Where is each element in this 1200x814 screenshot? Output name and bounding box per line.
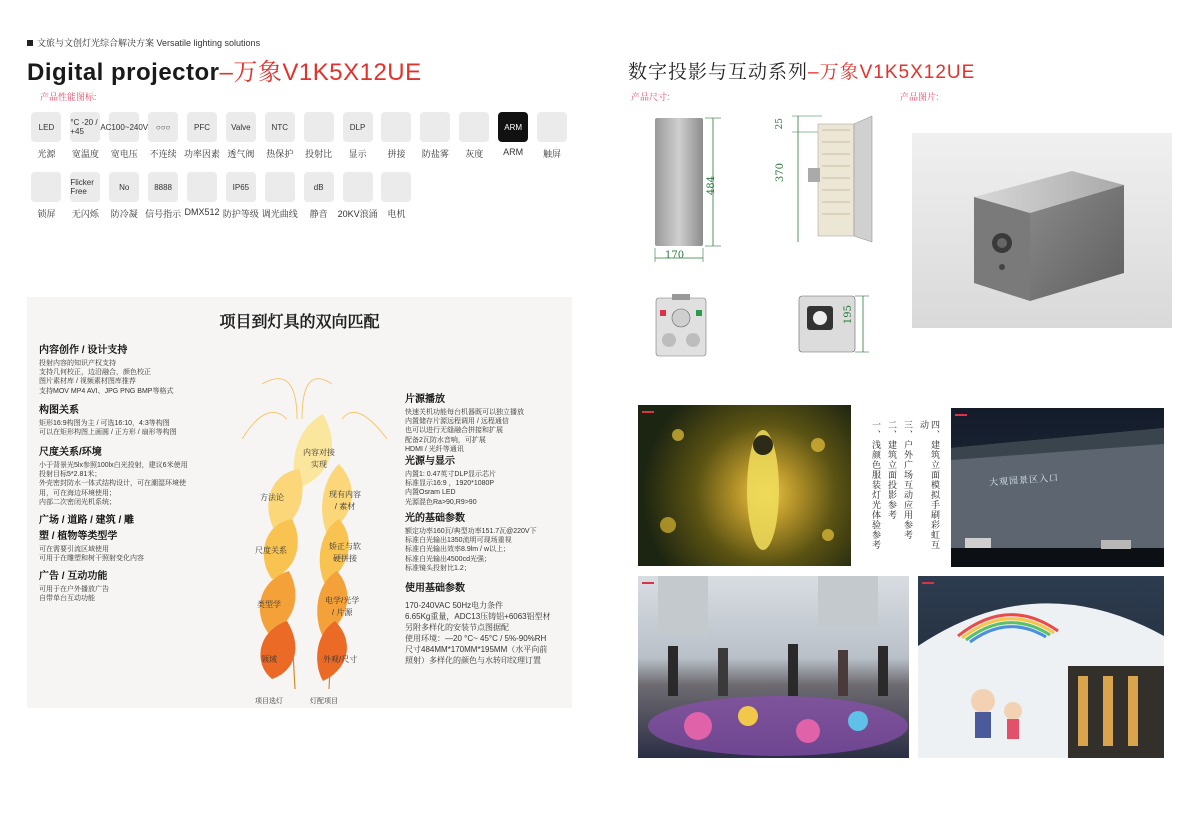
photo-square-interaction	[638, 576, 909, 758]
leaf-label: 尺度关系	[255, 546, 287, 555]
leaf-label: 外观/尺寸	[323, 655, 358, 664]
section-heading: 构图关系	[39, 405, 79, 416]
section-line: 矩形16:9构图为主 / 可选16:10，4:3等构图	[39, 420, 170, 427]
feature-icon-label: 不连续	[149, 149, 177, 159]
feature-icon-label: 防护等级	[222, 209, 259, 219]
feature-icon-item	[377, 112, 416, 160]
applications-list	[870, 420, 940, 550]
outline-curve	[342, 412, 387, 439]
title-model: 万象V1K5X12UE	[233, 59, 422, 86]
feature-icon-item	[338, 112, 377, 160]
feature-icon-item	[100, 112, 149, 160]
section-line: 可用于在雕塑和树干照射变化内容	[39, 555, 144, 563]
feature-icon-label: 宽电压	[110, 149, 138, 159]
section-line: 照射）多样化的颜色与水转印纹理订置	[405, 656, 541, 665]
brand-line	[27, 36, 260, 49]
feature-icon-item	[455, 112, 494, 160]
section-line: 配备2瓦防水音响，可扩展	[405, 436, 486, 444]
leaf-label: 现有内容 / 素材	[329, 490, 361, 511]
panel-title: 项目到灯具的双向匹配	[219, 314, 380, 331]
feature-icon-label: 功率因素	[184, 149, 221, 159]
left-section-5	[39, 569, 109, 603]
feature-icon-label: 光源	[37, 149, 56, 159]
section-line: 光源混色Ra>90,R9>90	[405, 498, 477, 506]
right-section-1	[405, 392, 524, 454]
power-factor-icon: PFC	[187, 112, 217, 142]
application-item: 二、建筑立面投影参考	[887, 420, 897, 520]
section-line: 标准显示16:9 ，1920*1080P	[405, 480, 495, 488]
section-heading: 光源与显示	[405, 456, 455, 467]
valve-icon: Valve	[226, 112, 256, 142]
ntc-icon: NTC	[265, 112, 295, 142]
feature-icon-label: 投射比	[305, 149, 333, 159]
right-title-model: 万象V1K5X12UE	[819, 62, 976, 83]
section-line: 内部二次密闭光机系统；	[39, 498, 116, 506]
touch-icon	[537, 112, 567, 142]
matching-panel	[27, 297, 572, 708]
section-line: HDMI / 光纤等通讯	[405, 445, 464, 453]
lock-icon	[31, 172, 61, 202]
silent-icon: dB	[304, 172, 334, 202]
section-line: 投射目标5*2.81米；	[39, 471, 102, 479]
section-line: 标准白光输出效率8.9lm / w以上；	[405, 546, 511, 554]
feature-icon-item	[144, 172, 183, 220]
feature-icon-item	[144, 112, 183, 160]
perf-icons-label: 产品性能图标:	[40, 92, 97, 102]
feature-icon-label: 热保护	[266, 149, 294, 159]
section-line: 6.65Kg重量，ADC13压铸铝+6063铝型材	[405, 612, 551, 621]
left-section-3	[39, 445, 188, 507]
ip65-icon: IP65	[226, 172, 256, 202]
dim-top: 25	[775, 118, 785, 130]
section-heading: 使用基础参数	[405, 583, 465, 594]
section-line: 标准白光输出4500cd光强；	[405, 555, 491, 563]
feature-icon-label: ARM	[503, 147, 524, 157]
leaf-label: 领域	[261, 655, 277, 664]
section-line: 内置1: 0.47英寸DLP显示芯片	[405, 471, 497, 478]
surge-icon	[343, 172, 373, 202]
left-section-1	[39, 343, 173, 396]
section-line: 支持几何校正，边沿融合，颜色校正	[39, 369, 151, 377]
product-photo	[912, 133, 1172, 328]
photo-marker	[642, 411, 654, 413]
motor-icon	[381, 172, 411, 202]
title-dash: –	[219, 59, 234, 86]
feature-icon-item	[183, 112, 222, 160]
section-line: 标准白光输出1350流明可现场重视	[405, 537, 512, 545]
building-sign: 大观园景区入口	[988, 472, 1060, 488]
section-line: 内置Osram LED	[405, 489, 456, 497]
feature-icon-label: 调光曲线	[261, 209, 298, 219]
section-line: 使用环境：—20 °C~ 45°C / 5%-90%RH	[405, 634, 547, 643]
feature-icon-label: 20KV浪涌	[337, 209, 378, 219]
leaf-domain	[260, 621, 295, 679]
front-dimension-drawing	[645, 112, 735, 267]
left-section-4	[39, 513, 144, 563]
feature-icon-label: 透气阀	[227, 149, 255, 159]
photo-clothing-projection	[638, 405, 851, 566]
section-line: 尺寸484MM*170MM*195MM（水平向前	[405, 645, 548, 654]
leaf-label: 内容对接 实现	[303, 448, 335, 469]
section-line: 内置储存片源远程调用 / 远程通信	[405, 418, 509, 426]
salt-spray-icon	[420, 112, 450, 142]
section-heading: 广告 / 互动功能	[39, 571, 108, 582]
puzzle-icon	[381, 112, 411, 142]
feature-icon-item	[377, 172, 416, 220]
section-line: 另附多样化的安装节点图据配	[405, 623, 509, 632]
dimming-curve-icon	[265, 172, 295, 202]
section-line: 用，可在海边环境使用；	[39, 489, 116, 497]
feature-icon-item	[221, 172, 260, 220]
section-line: 自带单台互动功能	[39, 595, 95, 603]
dim-side: 370	[775, 163, 786, 183]
brand-square-icon	[27, 40, 33, 46]
section-line: 170-240VAC 50Hz电力条件	[405, 601, 504, 610]
feature-icon-label: 电机	[387, 209, 406, 219]
leaf-label: 矫正与软 硬拼接	[329, 542, 361, 563]
feature-icon-item	[338, 172, 377, 220]
temperature-icon: °C -20 / +45	[70, 112, 100, 142]
right-section-4	[405, 581, 551, 666]
circles-icon: ○○○	[148, 112, 178, 142]
feature-icon-label: 信号指示	[145, 209, 182, 219]
feature-icon-item	[66, 172, 105, 220]
anti-condensation-icon: No	[109, 172, 139, 202]
section-heading: 尺度关系/环境	[39, 447, 102, 458]
feature-icon-item	[221, 112, 260, 160]
application-item: 一、浅颜色服装灯光体验参考	[871, 420, 881, 550]
section-heading: 内容创作 / 设计支持	[39, 345, 128, 356]
feature-icon-label: 拼接	[387, 149, 406, 159]
feature-icon-label: DMX512	[184, 207, 220, 217]
projector-front-body	[655, 118, 703, 246]
feature-icon-item	[533, 112, 572, 160]
feature-icon-item	[105, 172, 144, 220]
grayscale-icon	[459, 112, 489, 142]
feature-icon-item	[299, 172, 338, 220]
dim-depth: 195	[843, 305, 854, 325]
outline-curve	[302, 379, 332, 419]
throw-ratio-icon	[304, 112, 334, 142]
outline-curve	[242, 412, 287, 439]
leaf-label: 类型学	[257, 600, 281, 609]
feature-icon-label: 无闪烁	[71, 209, 99, 219]
section-heading-2: 塑 / 植物等类型学	[39, 531, 118, 542]
feature-icon-grid	[27, 112, 572, 220]
right-section-3	[405, 511, 537, 573]
application-item: 四、建筑立面模拟手刷彩虹互动	[919, 420, 940, 550]
section-line: 可以在矩形构图上画圆 / 正方形 / 扇形等构图	[39, 429, 177, 437]
photo-building-facade	[951, 408, 1164, 567]
flicker-free-icon: Flicker Free	[70, 172, 100, 202]
feature-icon-item	[299, 112, 338, 160]
right-title	[628, 57, 975, 84]
dmx-icon	[187, 172, 217, 202]
photo-marker	[642, 582, 654, 584]
section-line: 支持MOV MP4 AVI、JPG PNG BMP等格式	[39, 387, 174, 395]
arm-icon: ARM	[498, 112, 528, 142]
photo-marker	[955, 414, 967, 416]
feature-icon-item	[27, 172, 66, 220]
bottom-view-drawing	[652, 292, 712, 360]
feature-icon-item	[494, 112, 533, 160]
bottom-label-left: 项目选灯	[255, 698, 283, 705]
page-title	[27, 52, 422, 87]
bottom-label-right: 灯配项目	[310, 698, 338, 705]
feature-icon-label: 防盐雾	[421, 149, 449, 159]
dlp-icon: DLP	[343, 112, 373, 142]
brand-text: 文旅与文创灯光综合解决方案 Versatile lighting solutions	[37, 38, 261, 48]
back-view-drawing	[795, 292, 880, 360]
section-line: 可用于在户外播放广告	[39, 586, 109, 593]
feature-icon-item	[260, 172, 299, 220]
section-line: 小于背景光5lx参照100lx白光投射，建议6米使用	[39, 462, 188, 469]
feature-icon-label: 静音	[309, 209, 328, 219]
application-item: 三、户外广场互动应用参考	[903, 420, 913, 540]
title-english: Digital projector	[27, 59, 220, 86]
section-line: 快速关机功能每台机器既可以独立播放	[405, 409, 524, 416]
section-line: 图片素材库 / 视频素材图库推荐	[39, 378, 136, 386]
feature-icon-item	[66, 112, 105, 160]
led-icon: LED	[31, 112, 61, 142]
right-title-dash: –	[808, 62, 820, 83]
dim-width: 170	[665, 250, 685, 261]
right-title-cn: 数字投影与互动系列	[628, 62, 809, 83]
section-line: 标准镜头投射比1.2；	[405, 564, 471, 572]
voltage-icon: AC100~240V	[109, 112, 139, 142]
size-label: 产品尺寸:	[631, 92, 670, 102]
feature-icon-label: 灰度	[465, 149, 484, 159]
section-line: 也可以进行无缝融合拼接和扩展	[405, 427, 503, 435]
leaf-label: 电学/光学 / 片源	[325, 596, 360, 617]
projector-side-body	[818, 124, 854, 236]
feature-icon-item	[27, 112, 66, 160]
side-dimension-drawing	[778, 112, 878, 252]
photo-rainbow-facade	[918, 576, 1164, 758]
feature-icon-item	[183, 172, 222, 220]
feature-icon-label: 宽温度	[71, 149, 99, 159]
section-heading: 片源播放	[405, 394, 445, 405]
section-line: 外壳密封防水一体式结构设计，可在潮湿环境使	[39, 480, 186, 488]
feature-icon-label: 触屏	[543, 149, 562, 159]
left-section-2	[39, 403, 177, 437]
section-heading: 广场 / 道路 / 建筑 / 雕	[39, 515, 135, 526]
feature-icon-label: 显示	[348, 149, 367, 159]
section-line: 投射内容的知识产权支持	[39, 360, 116, 367]
feature-icon-label: 锁屏	[37, 209, 56, 219]
right-section-2	[405, 454, 496, 507]
signal-display-icon: 8888	[148, 172, 178, 202]
feature-icon-item	[260, 112, 299, 160]
feature-icon-label: 防冷凝	[110, 209, 138, 219]
section-line: 可在需要引流区域使用	[39, 546, 109, 553]
photo-marker	[922, 582, 934, 584]
wheat-diagram	[227, 359, 402, 704]
feature-icon-item	[416, 112, 455, 160]
dim-height: 484	[706, 176, 717, 196]
leaf-label: 方法论	[260, 493, 284, 502]
section-line: 额定功率160瓦/典型功率151.7瓦@220V下	[405, 528, 537, 535]
section-heading: 光的基础参数	[405, 513, 465, 524]
photo-label: 产品图片:	[900, 92, 939, 102]
